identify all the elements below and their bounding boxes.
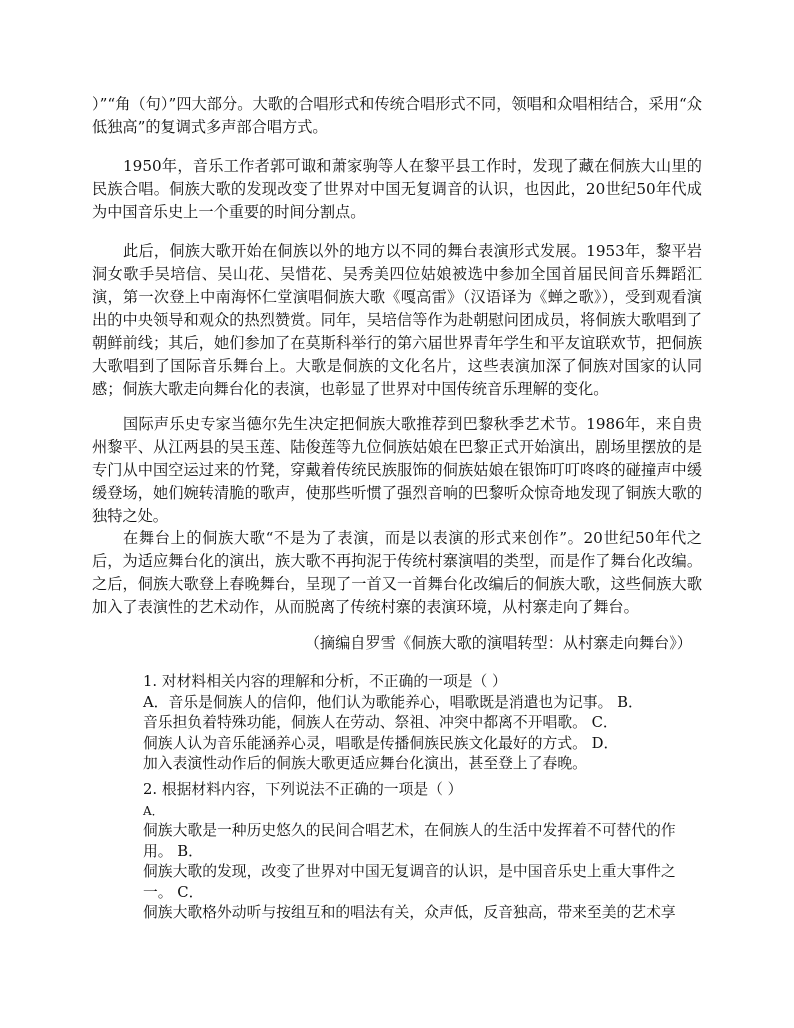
question-1 <box>143 672 703 775</box>
question-1-line-b: 音乐担负着特殊功能，侗族人在劳动、祭祖、冲突中都离不开唱歌。 C． <box>143 714 618 731</box>
question-1-line-a: A．音乐是侗族人的信仰，他们认为歌能养心，唱歌既是消遣也为记事。 B． <box>143 693 643 711</box>
question-1-stem: 1. 对材料相关内容的理解和分析，不正确的一项是（ ） <box>143 673 507 690</box>
question-2-option-c: 侗族大歌格外动听与按组互和的唱法有关，众声低，反音独高，带来至美的艺术享 <box>143 904 676 921</box>
question-2-label-a: A． <box>143 803 164 818</box>
paragraph-stage-development: 此后，侗族大歌开始在侗族以外的地方以不同的舞台表演形式发展。1953年，黎平岩洞女歌手吴培信、吴山花、吴惜花、吴秀美四位姑娘被选中参加全国首届民间音乐舞蹈汇演，第一次登上中南海怀仁堂演唱侗族大歌《嘎高雷》（汉语译为《蝉之歌》），受到观看演出的中央领导和观众的热烈赞赏。同年，吴培信等作为赴朝慰问团成员，将侗族大歌唱到了朝鲜前线；其后，她们参加了在莫斯科举行的第六届世界青年学生和平友谊联欢节，把侗族大歌唱到了国际音乐舞台上。大歌是侗族的文化名片，这些表演加深了侗族对国家的认同感；侗族大歌走向舞台化的表演，也彰显了世界对中国传统音乐理解的变化。 <box>92 242 702 398</box>
paragraph-intro-continued: ）”“角（句）”四大部分。大歌的合唱形式和传统合唱形式不同，领唱和众唱相结合，采用“众低独高”的复调式多声部合唱方式。 <box>92 95 702 136</box>
question-1-line-c: 侗族人认为音乐能涵养心灵，唱歌是传播侗族民族文化最好的方式。 D． <box>143 734 619 752</box>
question-2-option-b: 侗族大歌的发现，改变了世界对中国无复调音的认识，是中国音乐史上重大事件之一。 C． <box>143 863 676 901</box>
question-2-stem: 2. 根据材料内容，下列说法不正确的一项是（ ） <box>143 781 463 798</box>
paragraph-paris-festival: 国际声乐史专家当德尔先生决定把侗族大歌推荐到巴黎秋季艺术节。1986年，来自贵州黎平、从江两县的吴玉莲、陆俊莲等九位侗族姑娘在巴黎正式开始演出，剧场里摆放的是专门从中国空运过来的竹凳，穿戴着传统民族服饰的侗族姑娘在银饰叮叮咚咚的碰撞声中缓缓登场，她们婉转清脆的歌声，使那些听惯了强烈音响的巴黎听众惊奇地发现了铜族大歌的独特之处。 <box>92 415 702 525</box>
paragraph-discovery: 1950年，音乐工作者郭可诹和萧家驹等人在黎平县工作时，发现了藏在侗族大山里的民族合唱。侗族大歌的发现改变了世界对中国无复调音的认识，也因此，20世纪50年代成为中国音乐史上一个重要的时间分割点。 <box>92 157 702 221</box>
paragraph-stage-adaptation: 在舞台上的侗族大歌“不是为了表演，而是以表演的形式来创作”。20世纪50年代之后，为适应舞台化的演出，族大歌不再拘泥于传统村寨演唱的类型，而是作了舞台化改编。之后，侗族大歌登上春晚舞台，呈现了一首又一首舞台化改编后的侗族大歌，这些侗族大歌加入了表演性的艺术动作，从而脱离了传统村寨的表演环境，从村寨走向了舞台。 <box>92 529 702 616</box>
question-1-line-d: 加入表演性动作后的侗族大歌更适应舞台化演出，甚至登上了春晚。 <box>143 755 587 772</box>
question-2-option-a: 侗族大歌是一种历史悠久的民间合唱艺术，在侗族人的生活中发挥着不可替代的作用。 B． <box>143 822 676 860</box>
source-citation: （摘编自罗雪《侗族大歌的演唱转型：从村寨走向舞台》） <box>304 634 692 652</box>
question-2 <box>143 780 703 924</box>
